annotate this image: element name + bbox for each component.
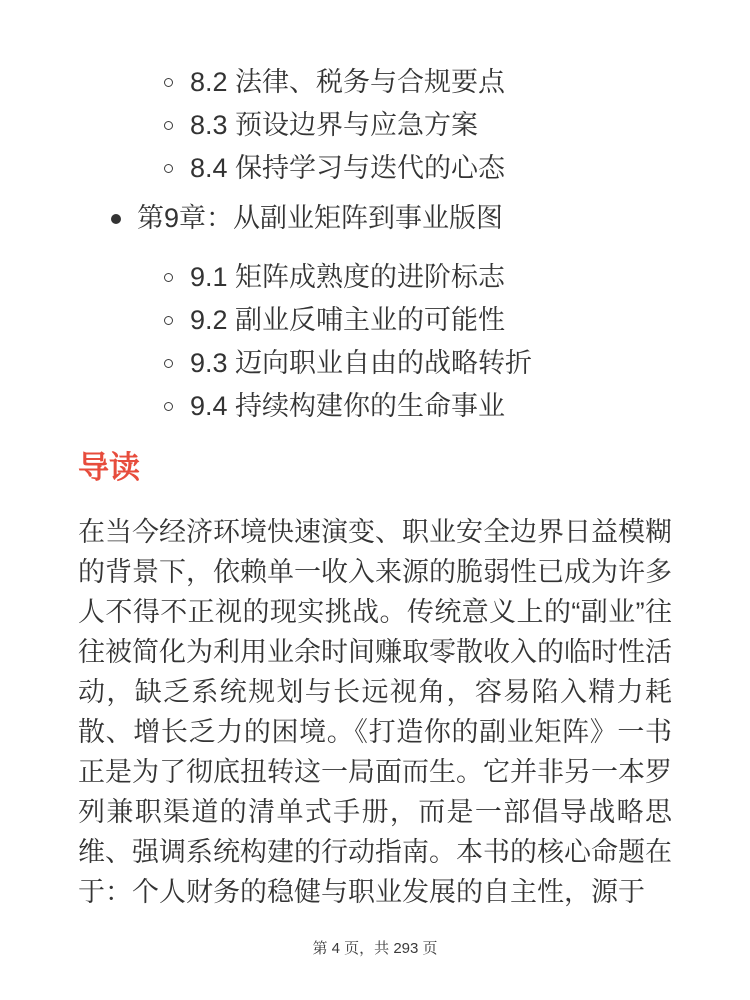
toc-item-9-3 (190, 343, 750, 383)
toc-item-9-1 (190, 257, 750, 297)
toc-item-9-2 (190, 300, 750, 340)
circle-bullet-icon (164, 359, 173, 368)
toc-item-label: 8.2 法律、税务与合规要点 (190, 67, 506, 97)
circle-bullet-icon (164, 316, 173, 325)
section-heading: 导读 (78, 450, 140, 485)
toc-item-label: 9.3 迈向职业自由的战略转折 (190, 348, 533, 378)
circle-bullet-icon (164, 402, 173, 411)
toc-item-8-4 (190, 148, 750, 188)
body-paragraph: 在当今经济环境快速演变、职业安全边界日益模糊的背景下，依赖单一收入来源的脆弱性已成为许多人不得不正视的现实挑战。传统意义上的“副业”往往被简化为利用业余时间赚取零散收入的临时性活动，缺乏系统规划与长远视角，容易陷入精力耗散、增长乏力的困境。《打造你的副业矩阵》一书正是为了彻底扭转这一局面而生。它并非另一本罗列兼职渠道的清单式手册，而是一部倡导战略思维、强调系统构建的行动指南。本书的核心命题在于：个人财务的稳健与职业发展的自主性，源于 (78, 517, 672, 907)
circle-bullet-icon (164, 121, 173, 130)
toc-chapter-9 (137, 198, 750, 238)
circle-bullet-icon (164, 164, 173, 173)
circle-bullet-icon (164, 78, 173, 87)
toc-chapter-label: 第9章：从副业矩阵到事业版图 (137, 203, 504, 233)
circle-bullet-icon (164, 273, 173, 282)
toc-item-label: 9.1 矩阵成熟度的进阶标志 (190, 262, 506, 292)
toc-item-8-3 (190, 105, 750, 145)
disc-bullet-icon (111, 214, 121, 224)
toc-item-9-4 (190, 386, 750, 426)
toc-sublist-chapter8 (0, 0, 750, 188)
toc-item-label: 8.4 保持学习与迭代的心态 (190, 153, 506, 183)
toc-sublist-chapter9 (0, 257, 750, 426)
toc-item-label: 9.4 持续构建你的生命事业 (190, 391, 506, 421)
page-number-footer: 第 4 页，共 293 页 (312, 940, 438, 957)
toc-item-8-2 (190, 62, 750, 102)
toc-item-label: 9.2 副业反哺主业的可能性 (190, 305, 506, 335)
toc-item-label: 8.3 预设边界与应急方案 (190, 110, 479, 140)
